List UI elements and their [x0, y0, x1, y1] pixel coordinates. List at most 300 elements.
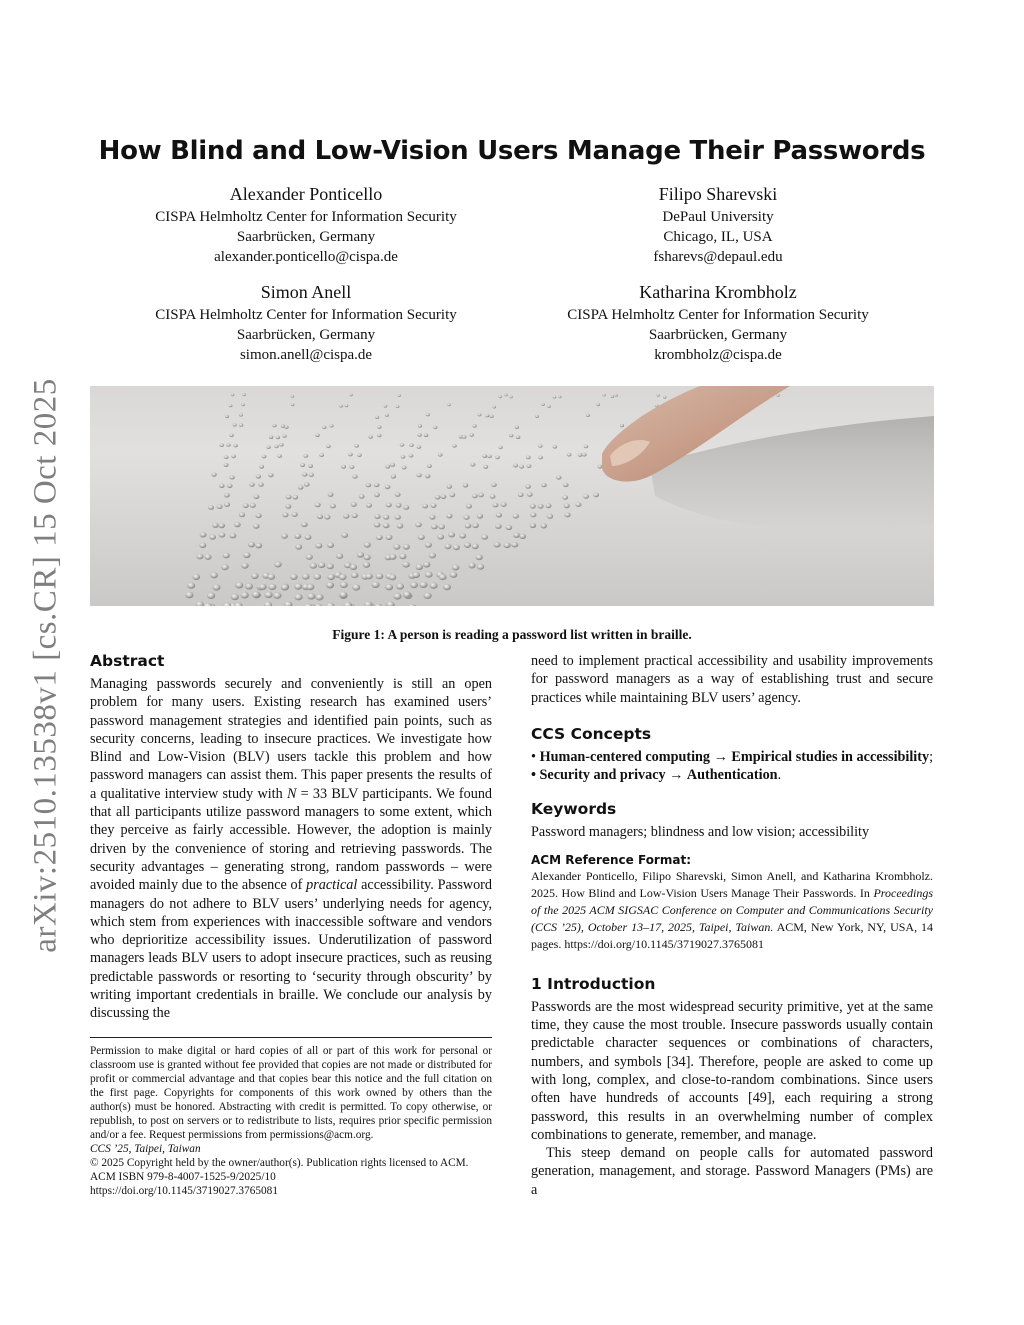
braille-dot — [284, 601, 292, 606]
braille-dot — [354, 444, 359, 448]
braille-dot — [504, 543, 511, 549]
braille-dot — [433, 426, 437, 429]
braille-dot — [526, 456, 531, 460]
figure-caption: Figure 1: A person is reading a password list written in braille. — [332, 627, 692, 642]
braille-dot — [274, 562, 281, 568]
braille-dot — [303, 454, 308, 458]
braille-dot — [553, 445, 558, 449]
braille-dot — [417, 433, 421, 437]
braille-dot — [308, 464, 313, 468]
braille-dot — [593, 493, 599, 498]
author-affiliation: CISPA Helmholtz Center for Information Security — [567, 307, 869, 323]
braille-dot — [483, 465, 488, 469]
author-location: Chicago, IL, USA — [663, 229, 773, 245]
braille-dot — [435, 495, 441, 500]
braille-dot — [196, 601, 204, 606]
braille-dot — [282, 434, 286, 438]
braille-dot — [530, 512, 536, 517]
author-affiliation: CISPA Helmholtz Center for Information Security — [155, 209, 457, 225]
braille-dot — [317, 514, 323, 519]
braille-dot — [229, 434, 233, 438]
braille-dot — [221, 564, 228, 570]
braille-dot — [231, 594, 239, 601]
braille-dot — [196, 554, 203, 560]
braille-dot — [449, 493, 455, 498]
braille-dot — [314, 604, 322, 606]
braille-dot — [530, 504, 536, 509]
braille-dot — [298, 485, 304, 489]
braille-dot — [472, 494, 478, 499]
braille-dot — [366, 503, 372, 508]
braille-dot — [499, 395, 502, 398]
braille-dot — [429, 515, 435, 520]
braille-dot — [376, 535, 383, 540]
braille-dot — [509, 396, 512, 399]
author-block — [106, 183, 506, 267]
braille-dot — [452, 565, 459, 571]
abstract-n-symbol: N — [286, 785, 297, 802]
intro-paragraph-2: This steep demand on people calls for automated password generation, management, and storage. Password Managers (PMs) are a — [531, 1145, 933, 1198]
braille-dot — [416, 564, 423, 570]
braille-dot — [603, 394, 606, 397]
braille-dot — [268, 584, 276, 590]
braille-dot — [364, 555, 371, 561]
braille-dot — [498, 446, 503, 450]
braille-dot — [420, 582, 428, 588]
abstract-text — [90, 675, 492, 1023]
braille-dot — [386, 601, 394, 606]
ccs-separator: ; — [929, 748, 934, 765]
left-column — [90, 650, 492, 1198]
braille-dot — [519, 534, 526, 539]
braille-dot — [212, 523, 219, 528]
braille-dot — [365, 573, 373, 579]
braille-dot — [285, 504, 291, 509]
braille-dot — [399, 554, 406, 560]
braille-dot — [251, 573, 259, 579]
braille-dot — [351, 572, 359, 578]
braille-dot — [409, 443, 414, 447]
braille-dot — [395, 515, 401, 520]
ccs-concept-1b: Empirical studies in accessibility — [731, 748, 930, 765]
braille-dot — [492, 406, 496, 409]
braille-dot — [575, 502, 581, 507]
braille-dot — [352, 513, 358, 518]
braille-dot — [276, 436, 280, 440]
braille-dot — [403, 591, 411, 598]
abstract-emph: practical — [306, 877, 358, 894]
braille-dot — [515, 426, 519, 429]
braille-dot — [424, 592, 432, 599]
braille-dot — [564, 512, 570, 517]
braille-dot — [314, 574, 322, 580]
braille-dot — [327, 542, 334, 548]
braille-dot — [495, 456, 500, 460]
acm-ref-heading: ACM Reference Format: — [531, 852, 691, 867]
author-name: Simon Anell — [260, 282, 352, 302]
braille-dot — [513, 514, 519, 519]
braille-dot — [364, 542, 371, 548]
braille-dot — [302, 472, 307, 476]
braille-dot — [374, 493, 380, 498]
braille-dot — [315, 503, 321, 508]
braille-dot — [345, 404, 349, 407]
braille-dot — [376, 573, 384, 579]
braille-dot — [558, 395, 561, 398]
braille-dot — [309, 473, 314, 477]
braille-dot — [301, 522, 308, 527]
braille-dot — [472, 544, 479, 550]
author-email: simon.anell@cispa.de — [239, 347, 373, 363]
braille-dot — [412, 572, 420, 578]
braille-dot — [279, 443, 284, 447]
braille-dot — [377, 425, 381, 428]
braille-dot — [208, 505, 214, 510]
braille-dot — [656, 394, 659, 397]
braille-dot — [393, 544, 400, 550]
braille-dot — [348, 453, 353, 457]
braille-dot — [185, 592, 193, 599]
braille-dot — [302, 574, 310, 580]
braille-dot — [563, 483, 569, 487]
doi-link[interactable]: https://doi.org/10.1145/3719027.3765081 — [90, 1184, 278, 1197]
braille-dot — [286, 495, 292, 500]
braille-dot — [372, 582, 380, 588]
braille-dot — [431, 524, 438, 529]
braille-dot — [193, 574, 201, 580]
braille-dot — [397, 523, 404, 528]
braille-dot — [477, 564, 484, 570]
ccs-concept-2b: Authentication — [686, 767, 778, 784]
braille-dot — [258, 482, 264, 486]
braille-dot — [441, 494, 447, 499]
copyright: © 2025 Copyright held by the owner/author(s). Publication rights licensed to ACM. — [90, 1156, 469, 1169]
braille-dot — [318, 562, 325, 568]
braille-dot — [239, 512, 245, 517]
braille-dot — [339, 405, 343, 408]
braille-dot — [409, 454, 414, 458]
braille-dot — [422, 504, 428, 509]
braille-dot — [326, 582, 334, 588]
braille-dot — [277, 454, 282, 458]
braille-dot — [340, 582, 348, 588]
braille-dot — [393, 593, 401, 600]
braille-dot — [245, 583, 253, 589]
braille-dot — [327, 563, 334, 569]
braille-dot — [359, 494, 365, 499]
braille-dot — [229, 404, 233, 407]
abstract-text-part1: Managing passwords securely and conveniently is still an open problem for many users. Existing research has examined users’ password management strategies and identified pain points, such as security concerns, leading to insecure practices. We investigate how Blind and Low-Vision (BLV) users tackle this problem and how password managers can assist them. This paper presents the results of a qualitative interview study with — [90, 676, 492, 802]
right-column — [531, 652, 933, 1199]
braille-dot — [243, 503, 249, 508]
braille-dot — [264, 602, 272, 606]
braille-dot — [341, 533, 348, 538]
braille-dot — [224, 455, 229, 459]
braille-dot — [187, 582, 195, 588]
braille-dot — [292, 495, 298, 500]
braille-dot — [402, 466, 407, 470]
braille-dot — [225, 415, 229, 418]
ccs-concept-1: Human-centered computing — [539, 748, 711, 765]
author-block — [518, 281, 918, 365]
braille-dot — [547, 514, 553, 519]
braille-dot — [209, 534, 216, 539]
paper-title: How Blind and Low-Vision Users Manage Their Passwords — [98, 136, 926, 166]
braille-dot — [459, 533, 466, 538]
braille-dot — [306, 584, 314, 590]
braille-dot — [375, 416, 379, 419]
braille-dot — [292, 512, 298, 517]
braille-dot — [242, 393, 245, 396]
abstract-heading: Abstract — [90, 652, 165, 670]
braille-dot — [243, 552, 250, 558]
braille-dot — [351, 502, 357, 507]
braille-dot — [326, 445, 331, 449]
braille-dot — [226, 443, 231, 447]
braille-dot — [478, 413, 482, 416]
braille-dot — [233, 423, 237, 426]
braille-dot — [329, 424, 333, 427]
braille-dot — [582, 453, 587, 457]
author-block — [518, 183, 918, 267]
braille-dot — [526, 464, 531, 468]
braille-dot — [425, 572, 433, 578]
braille-dot — [470, 433, 474, 437]
braille-dot — [363, 562, 370, 568]
braille-dot — [478, 493, 484, 498]
braille-dot — [386, 535, 393, 540]
author-block — [106, 281, 506, 365]
braille-dot — [357, 453, 362, 457]
braille-dot — [410, 582, 418, 588]
braille-dot — [266, 445, 271, 449]
braille-dot — [307, 593, 315, 600]
braille-dot — [485, 414, 489, 417]
braille-dot — [234, 602, 242, 606]
braille-dot — [430, 582, 438, 588]
braille-dot — [403, 544, 410, 550]
braille-dot — [481, 534, 488, 539]
braille-dot — [553, 396, 556, 399]
braille-dot — [477, 514, 483, 519]
braille-dot — [374, 604, 382, 607]
braille-dot — [519, 465, 524, 469]
braille-dot — [611, 395, 614, 398]
braille-dot — [386, 503, 392, 508]
braille-dot — [429, 553, 436, 559]
braille-dot — [200, 532, 207, 537]
braille-dot — [518, 493, 524, 498]
braille-dot — [339, 574, 347, 580]
author-email: krombholz@cispa.de — [654, 347, 782, 363]
braille-dot — [281, 533, 288, 538]
braille-dot — [538, 504, 544, 509]
keywords-text: Password managers; blindness and low vision; accessibility — [531, 824, 870, 841]
braille-dot — [364, 601, 372, 606]
braille-dot — [464, 542, 471, 548]
braille-dot — [300, 463, 305, 467]
braille-dot — [256, 474, 261, 478]
venue: CCS ’25, Taipei, Taiwan — [90, 1142, 201, 1155]
braille-dot — [252, 591, 260, 598]
braille-dot — [438, 453, 443, 457]
braille-dot — [426, 413, 430, 416]
braille-dot — [472, 523, 479, 528]
braille-dot — [294, 583, 302, 589]
braille-dot — [396, 405, 400, 408]
ccs-heading: CCS Concepts — [531, 724, 652, 743]
braille-dot — [541, 483, 547, 487]
author-affiliation: CISPA Helmholtz Center for Information Security — [155, 307, 457, 323]
braille-photo — [90, 386, 934, 606]
braille-dot — [463, 483, 469, 487]
braille-dot — [352, 584, 360, 590]
braille-dot — [663, 396, 666, 399]
braille-dot — [391, 474, 396, 478]
braille-dot — [330, 504, 336, 509]
braille-dot — [269, 435, 273, 439]
braille-dot — [273, 592, 281, 599]
braille-dot — [272, 424, 276, 427]
braille-dot — [439, 574, 447, 580]
braille-dot — [490, 415, 494, 418]
braille-dot — [319, 453, 324, 457]
braille-dot — [473, 424, 477, 427]
braille-dot — [290, 574, 298, 580]
braille-dot — [328, 492, 334, 497]
braille-dot — [437, 534, 444, 539]
braille-dot — [527, 492, 533, 497]
braille-dot — [470, 463, 475, 467]
braille-dot — [241, 592, 249, 599]
braille-dot — [418, 424, 422, 427]
braille-dot — [450, 572, 458, 578]
braille-dot — [493, 503, 499, 508]
braille-dot — [408, 604, 416, 606]
author-name: Alexander Ponticello — [229, 184, 383, 204]
braille-dot — [218, 523, 225, 528]
braille-dot — [464, 515, 470, 520]
braille-dot — [425, 474, 430, 478]
braille-dot — [401, 455, 406, 459]
braille-dot — [211, 473, 216, 477]
ccs-bullet: • — [531, 748, 540, 765]
braille-dot — [282, 512, 288, 517]
braille-dot — [223, 603, 231, 607]
ccs-arrow: → — [710, 748, 732, 765]
braille-dot — [446, 484, 452, 488]
braille-dot — [250, 503, 256, 508]
braille-dot — [349, 394, 352, 397]
braille-dot — [509, 434, 513, 438]
braille-dot — [254, 494, 260, 499]
braille-dot — [256, 513, 262, 518]
author-name: Filipo Sharevski — [658, 184, 778, 204]
braille-dot — [326, 602, 334, 606]
braille-dot — [385, 584, 393, 590]
braille-dot — [462, 435, 466, 439]
braille-dot — [349, 465, 354, 469]
braille-dot — [482, 454, 487, 458]
braille-dot — [417, 445, 422, 449]
braille-dot — [219, 443, 224, 447]
braille-dot — [235, 582, 243, 588]
braille-dot — [231, 454, 236, 458]
braille-dot — [445, 544, 452, 550]
braille-dot — [259, 465, 264, 469]
braille-dot — [327, 574, 335, 580]
braille-dot — [546, 503, 552, 508]
braille-dot — [476, 554, 483, 560]
braille-dot — [204, 554, 211, 560]
braille-dot — [233, 444, 238, 448]
braille-dot — [431, 503, 437, 508]
braille-dot — [389, 574, 397, 580]
braille-dot — [547, 405, 551, 408]
author-location: Saarbrücken, Germany — [648, 327, 788, 343]
braille-dot — [343, 514, 349, 519]
braille-dot — [291, 395, 294, 398]
braille-dot — [357, 552, 364, 558]
braille-dot — [448, 532, 455, 537]
braille-dot — [339, 592, 347, 599]
braille-dot — [374, 483, 380, 487]
braille-dot — [496, 513, 502, 518]
braille-dot — [213, 584, 221, 590]
braille-dot — [396, 503, 402, 508]
braille-dot — [219, 532, 226, 537]
acm-ref-authors: Alexander Ponticello, Filipo Sharevski, Simon Anell, and Katharina Krombholz. 2025. How Blind and Low-Vision Users Manage Their Passwords. In — [531, 868, 933, 900]
braille-dot — [446, 514, 452, 519]
braille-dot — [274, 445, 279, 449]
braille-dot — [219, 484, 225, 488]
author-affiliation: DePaul University — [662, 209, 774, 225]
abstract-continuation: need to implement practical accessibility and usability improvements for password managers as a way of establishing trust and secure practices while maintaining BLV users’ agency. — [531, 653, 933, 706]
braille-dot — [586, 414, 590, 417]
ccs-text — [531, 748, 933, 785]
arxiv-stamp: arXiv:2510.13538v1 [cs.CR] 15 Oct 2025 — [27, 377, 64, 953]
braille-dot — [513, 464, 518, 468]
braille-dot — [230, 533, 237, 538]
braille-dot — [324, 515, 330, 520]
braille-dot — [423, 562, 430, 568]
braille-dot — [304, 482, 310, 486]
braille-dot — [262, 455, 267, 459]
braille-dot — [315, 433, 319, 437]
braille-dot — [341, 465, 346, 469]
author-email: alexander.ponticello@cispa.de — [214, 249, 398, 265]
braille-dot — [366, 483, 372, 487]
braille-dot — [468, 563, 475, 569]
braille-dot — [315, 543, 322, 549]
ccs-end: . — [777, 767, 782, 784]
braille-dot — [538, 444, 543, 448]
braille-dot — [210, 572, 218, 578]
braille-dot — [398, 394, 401, 397]
ccs-concept-2: • Security and privacy — [531, 767, 666, 784]
acm-ref-text — [531, 868, 933, 953]
abstract-n-value: = 33 BLV participants. We found that all participants utilize password managers to some extent, which they perceive as fairly accessible. However, the adoption is mainly driven by the convenience of storing and retrieving passwords. The security advantages – generating strong, random passwords – were avoided mainly due to the absence of — [90, 785, 493, 894]
braille-dot — [418, 535, 425, 540]
braille-dot — [199, 543, 206, 549]
braille-dot — [620, 424, 624, 427]
braille-dot — [248, 542, 255, 548]
acm-ref-proceedings: Proceedings of the 2025 ACM SIGSAC Conference on Computer and Communications Security (CCS ’25), October 13–17, 2025, Taipei, Taiwan. — [531, 885, 933, 934]
braille-dot — [239, 423, 243, 426]
braille-dot — [227, 484, 233, 488]
braille-dot — [615, 394, 618, 397]
braille-dot — [465, 523, 472, 528]
